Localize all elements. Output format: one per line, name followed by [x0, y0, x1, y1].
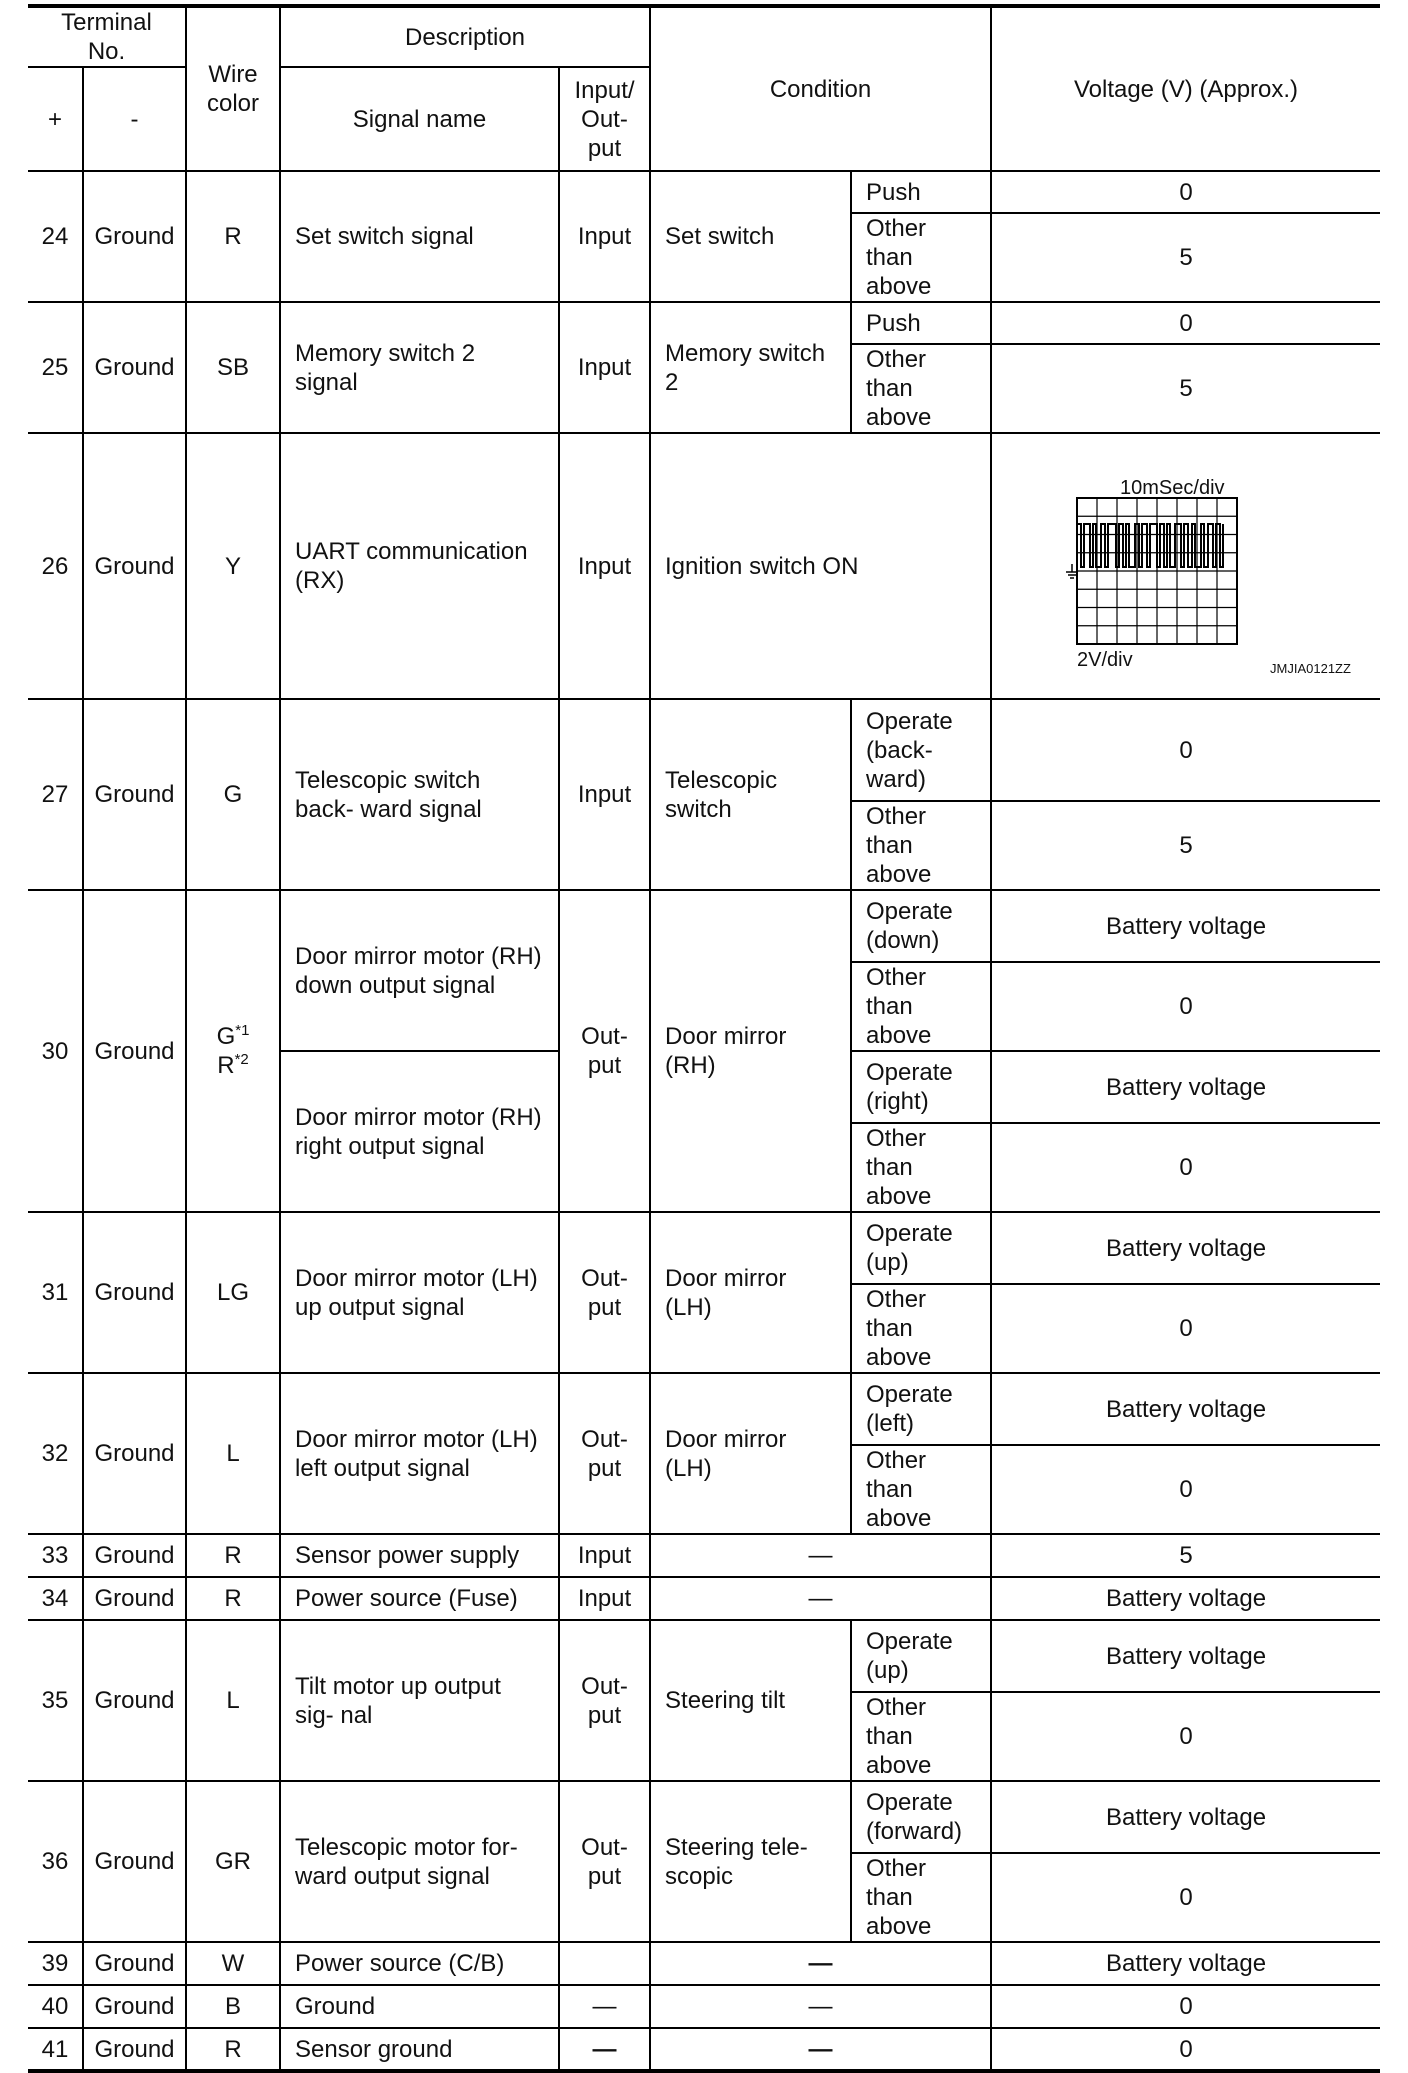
- sub-condition: Operate (up): [851, 1212, 991, 1284]
- signal-name: Door mirror motor (RH) down output signal: [280, 890, 559, 1051]
- input-output: Input: [559, 699, 650, 890]
- table-row: [28, 1781, 1380, 1853]
- signal-name: Power source (C/B): [280, 1942, 559, 1985]
- table-row: [28, 302, 1380, 344]
- signal-name: Sensor ground: [280, 2028, 559, 2071]
- signal-name: Telescopic motor for- ward output signal: [280, 1781, 559, 1942]
- signal-name: Power source (Fuse): [280, 1577, 559, 1620]
- input-output: —: [559, 1985, 650, 2028]
- table-row: [28, 433, 1380, 699]
- terminal-number: 33: [28, 1534, 83, 1577]
- sub-condition: Other than above: [851, 1123, 991, 1212]
- voltage-value: 0: [991, 1445, 1380, 1534]
- wire-color-2: R: [217, 1052, 235, 1079]
- voltage-value: Battery voltage: [991, 1577, 1380, 1620]
- voltage-value: Battery voltage: [991, 1212, 1380, 1284]
- wire-color: B: [186, 1985, 280, 2028]
- terminal-spec-table: [28, 4, 1380, 2073]
- condition: Ignition switch ON: [650, 433, 991, 699]
- terminal-number: 40: [28, 1985, 83, 2028]
- sub-condition: Operate (forward): [851, 1781, 991, 1853]
- voltage-value: 0: [991, 171, 1380, 213]
- input-output: Out- put: [559, 1620, 650, 1781]
- voltage-value: 0: [991, 962, 1380, 1051]
- table-row: [28, 1577, 1380, 1620]
- scope-voltage-division: 2V/div: [1077, 649, 1133, 671]
- condition: —: [650, 2028, 991, 2071]
- header-minus: -: [83, 67, 186, 171]
- voltage-value: 0: [991, 1284, 1380, 1373]
- signal-name: UART communication (RX): [280, 433, 559, 699]
- sub-condition: Other than above: [851, 213, 991, 302]
- wire-color: R: [186, 1534, 280, 1577]
- voltage-value: 0: [991, 699, 1380, 801]
- condition: Door mirror (LH): [650, 1373, 851, 1534]
- sub-condition: Operate (right): [851, 1051, 991, 1123]
- condition: —: [650, 1942, 991, 1985]
- wire-color: R: [186, 1577, 280, 1620]
- signal-name: Door mirror motor (RH) right output signal: [280, 1051, 559, 1212]
- input-output: Out- put: [559, 1373, 650, 1534]
- terminal-number: 32: [28, 1373, 83, 1534]
- terminal-ground: Ground: [83, 171, 186, 302]
- terminal-number: 25: [28, 302, 83, 433]
- terminal-ground: Ground: [83, 1534, 186, 1577]
- signal-name: Door mirror motor (LH) left output signal: [280, 1373, 559, 1534]
- input-output: Out- put: [559, 1212, 650, 1373]
- wire-color-1-note: *1: [235, 1022, 250, 1039]
- header-plus: +: [28, 67, 83, 171]
- terminal-ground: Ground: [83, 1942, 186, 1985]
- table-row: [28, 1942, 1380, 1985]
- voltage-value: 0: [991, 1692, 1380, 1781]
- oscilloscope-cell: [991, 433, 1380, 699]
- terminal-ground: Ground: [83, 1620, 186, 1781]
- table-row: [28, 1534, 1380, 1577]
- terminal-ground: Ground: [83, 699, 186, 890]
- terminal-number: 31: [28, 1212, 83, 1373]
- condition: —: [650, 1534, 991, 1577]
- terminal-number: 36: [28, 1781, 83, 1942]
- oscilloscope-figure: [992, 434, 1380, 698]
- voltage-value: 5: [991, 801, 1380, 890]
- condition: Steering tele- scopic: [650, 1781, 851, 1942]
- condition: —: [650, 1577, 991, 1620]
- voltage-value: 0: [991, 2028, 1380, 2071]
- sub-condition: Other than above: [851, 962, 991, 1051]
- sub-condition: Other than above: [851, 801, 991, 890]
- voltage-value: 0: [991, 1985, 1380, 2028]
- wire-color: G: [186, 699, 280, 890]
- terminal-number: 24: [28, 171, 83, 302]
- terminal-ground: Ground: [83, 1577, 186, 1620]
- input-output: Input: [559, 433, 650, 699]
- terminal-ground: Ground: [83, 1781, 186, 1942]
- input-output: [559, 1942, 650, 1985]
- voltage-value: 0: [991, 302, 1380, 344]
- table-row: [28, 171, 1380, 213]
- header-description: Description: [280, 6, 650, 67]
- input-output: —: [559, 2028, 650, 2071]
- wire-color: L: [186, 1620, 280, 1781]
- terminal-ground: Ground: [83, 1985, 186, 2028]
- scope-time-division: 10mSec/div: [1120, 477, 1225, 499]
- wire-color: R: [186, 171, 280, 302]
- terminal-number: 26: [28, 433, 83, 699]
- voltage-value: Battery voltage: [991, 1781, 1380, 1853]
- figure-id: JMJIA0121ZZ: [1270, 661, 1351, 676]
- header-signal-name: Signal name: [280, 67, 559, 171]
- condition: Set switch: [650, 171, 851, 302]
- input-output: Input: [559, 1534, 650, 1577]
- wire-color-1: G: [216, 1023, 236, 1050]
- condition: Steering tilt: [650, 1620, 851, 1781]
- voltage-value: 5: [991, 213, 1380, 302]
- terminal-ground: Ground: [83, 302, 186, 433]
- wire-color: L: [186, 1373, 280, 1534]
- header-row-1: [28, 6, 1380, 67]
- terminal-ground: Ground: [83, 1373, 186, 1534]
- voltage-value: Battery voltage: [991, 1051, 1380, 1123]
- signal-name: Ground: [280, 1985, 559, 2028]
- header-terminal-no: Terminal No.: [28, 6, 186, 67]
- terminal-ground: Ground: [83, 890, 186, 1212]
- terminal-number: 30: [28, 890, 83, 1212]
- sub-condition: Push: [851, 171, 991, 213]
- terminal-ground: Ground: [83, 1212, 186, 1373]
- table-row: [28, 1620, 1380, 1692]
- wire-color: GR: [186, 1781, 280, 1942]
- wire-color: LG: [186, 1212, 280, 1373]
- signal-name: Sensor power supply: [280, 1534, 559, 1577]
- header-voltage: Voltage (V) (Approx.): [991, 6, 1380, 171]
- signal-name: Tilt motor up output sig- nal: [280, 1620, 559, 1781]
- terminal-number: 27: [28, 699, 83, 890]
- condition: Door mirror (RH): [650, 890, 851, 1212]
- table-row: [28, 1212, 1380, 1284]
- terminal-number: 41: [28, 2028, 83, 2071]
- voltage-value: 0: [991, 1853, 1380, 1942]
- voltage-value: Battery voltage: [991, 1620, 1380, 1692]
- voltage-value: 5: [991, 344, 1380, 433]
- terminal-number: 34: [28, 1577, 83, 1620]
- terminal-number: 35: [28, 1620, 83, 1781]
- wire-color: Y: [186, 433, 280, 699]
- condition: Telescopic switch: [650, 699, 851, 890]
- voltage-value: Battery voltage: [991, 1373, 1380, 1445]
- sub-condition: Other than above: [851, 1692, 991, 1781]
- terminal-number: 39: [28, 1942, 83, 1985]
- signal-name: Door mirror motor (LH) up output signal: [280, 1212, 559, 1373]
- header-wire-color: Wire color: [186, 6, 280, 171]
- voltage-value: Battery voltage: [991, 1942, 1380, 1985]
- table-row: [28, 1373, 1380, 1445]
- sub-condition: Other than above: [851, 1853, 991, 1942]
- table-row: [28, 699, 1380, 801]
- wire-color: W: [186, 1942, 280, 1985]
- table-row: [28, 2028, 1380, 2071]
- table-row: [28, 1985, 1380, 2028]
- sub-condition: Other than above: [851, 1284, 991, 1373]
- input-output: Out- put: [559, 890, 650, 1212]
- terminal-ground: Ground: [83, 2028, 186, 2071]
- sub-condition: Push: [851, 302, 991, 344]
- wire-color: R: [186, 2028, 280, 2071]
- voltage-value: 0: [991, 1123, 1380, 1212]
- terminal-ground: Ground: [83, 433, 186, 699]
- sub-condition: Operate (left): [851, 1373, 991, 1445]
- signal-name: Memory switch 2 signal: [280, 302, 559, 433]
- signal-name: Telescopic switch back- ward signal: [280, 699, 559, 890]
- input-output: Input: [559, 302, 650, 433]
- signal-name: Set switch signal: [280, 171, 559, 302]
- sub-condition: Operate (down): [851, 890, 991, 962]
- input-output: Input: [559, 1577, 650, 1620]
- condition: —: [650, 1985, 991, 2028]
- condition: Memory switch 2: [650, 302, 851, 433]
- voltage-value: 5: [991, 1534, 1380, 1577]
- wire-color: [186, 890, 280, 1212]
- condition: Door mirror (LH): [650, 1212, 851, 1373]
- header-input-output: Input/ Out- put: [559, 67, 650, 171]
- input-output: Input: [559, 171, 650, 302]
- sub-condition: Operate (up): [851, 1620, 991, 1692]
- sub-condition: Other than above: [851, 344, 991, 433]
- sub-condition: Other than above: [851, 1445, 991, 1534]
- sub-condition: Operate (back- ward): [851, 699, 991, 801]
- input-output: Out- put: [559, 1781, 650, 1942]
- wire-color: SB: [186, 302, 280, 433]
- table-row: [28, 890, 1380, 962]
- wire-color-2-note: *2: [234, 1051, 249, 1068]
- voltage-value: Battery voltage: [991, 890, 1380, 962]
- header-condition: Condition: [650, 6, 991, 171]
